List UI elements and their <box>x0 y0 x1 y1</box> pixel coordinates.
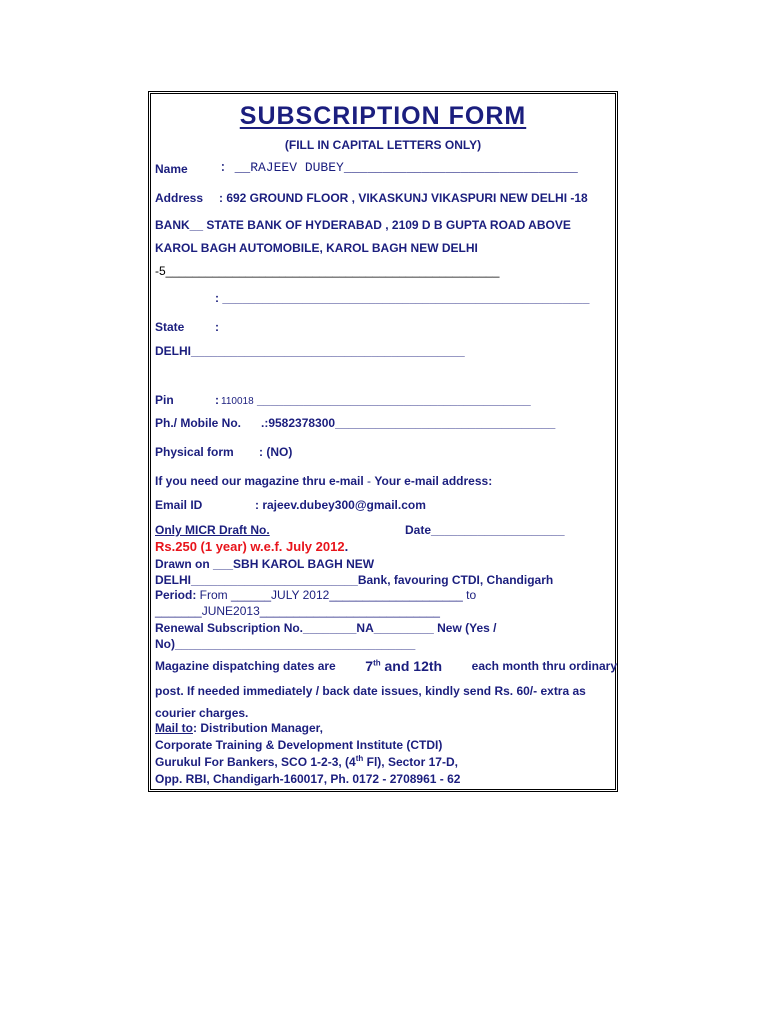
period-line-2: _______JUNE2013___________________________ <box>155 604 440 618</box>
drawn-on-line-2: DELHI_________________________Bank, favouring CTDI, Chandigarh <box>155 573 554 587</box>
address-value: : 692 GROUND FLOOR , VIKASKUNJ VIKASPURI NEW DELHI -18 <box>219 191 588 205</box>
dispatch-line-3: courier charges. <box>155 706 249 720</box>
address-line-3: Opp. RBI, Chandigarh-160017, Ph. 0172 - 2708961 - 62 <box>155 772 461 786</box>
state-colon: : <box>215 320 219 334</box>
subscription-form <box>148 91 618 792</box>
bank-line-1: BANK__ STATE BANK OF HYDERABAD , 2109 D B GUPTA ROAD ABOVE <box>155 218 571 232</box>
name-label: Name <box>155 162 188 176</box>
form-title: SUBSCRIPTION FORM <box>239 102 527 130</box>
bank-line-3: -5__________________________________________________ <box>155 264 500 278</box>
renewal-line-1: Renewal Subscription No.________NA_________ New (Yes / <box>155 621 497 635</box>
name-value: : __RAJEEV DUBEY______________________________ <box>219 160 578 175</box>
form-subtitle: (FILL IN CAPITAL LETTERS ONLY) <box>284 138 482 152</box>
blank-line: : _______________________________________________________ <box>215 291 590 305</box>
drawn-on-line-1: Drawn on ___SBH KAROL BAGH NEW <box>155 557 375 571</box>
dispatch-line-2: post. If needed immediately / back date issues, kindly send Rs. 60/- extra as <box>155 684 586 698</box>
period-line-1: Period: From ______JULY 2012____________________ to <box>155 588 477 602</box>
micr-draft-label: Only MICR Draft No. <box>155 523 270 537</box>
dispatch-line-1: Magazine dispatching dates are 7th and 12th each month thru ordinary <box>155 658 617 674</box>
phone-label: Ph./ Mobile No. <box>155 416 241 430</box>
email-prompt: If you need our magazine thru e-mail - Your e-mail address: <box>155 474 493 488</box>
pin-line: _________________________________________ <box>257 393 531 407</box>
physical-form-value: : (NO) <box>259 445 293 459</box>
email-label: Email ID <box>155 498 203 512</box>
physical-form-label: Physical form <box>155 445 234 459</box>
pin-label: Pin <box>155 393 174 407</box>
pin-value: 110018 <box>221 396 254 407</box>
mail-to-line: Mail to: Distribution Manager, <box>155 721 324 735</box>
subscription-rate: Rs.250 (1 year) w.e.f. July 2012. <box>155 539 349 554</box>
pin-colon: : <box>215 393 219 407</box>
date-field: Date____________________ <box>405 523 565 537</box>
bank-line-2: KAROL BAGH AUTOMOBILE, KAROL BAGH NEW DELHI <box>155 241 478 255</box>
state-label: State <box>155 320 185 334</box>
address-line-2: Gurukul For Bankers, SCO 1-2-3, (4th Fl), Sector 17-D, <box>155 754 458 769</box>
email-value: : rajeev.dubey300@gmail.com <box>255 498 426 512</box>
phone-value: .:9582378300_________________________________ <box>261 416 556 430</box>
renewal-line-2: No)____________________________________ <box>155 637 416 651</box>
state-value: DELHI_________________________________________ <box>155 344 465 358</box>
address-line-1: Corporate Training & Development Institute (CTDI) <box>155 738 443 752</box>
address-label: Address <box>155 191 204 205</box>
